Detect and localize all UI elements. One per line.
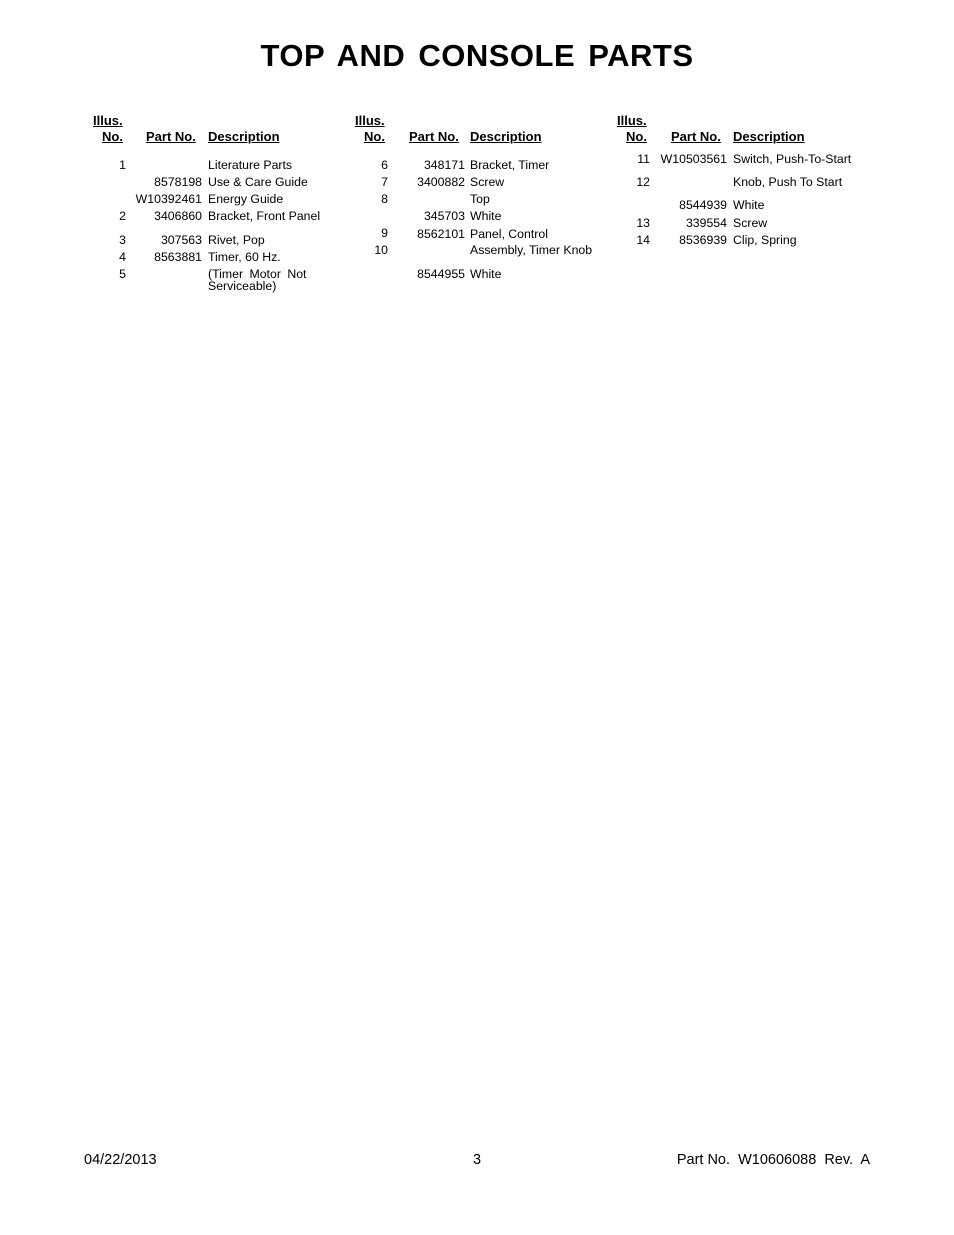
- part-description: Bracket, Timer: [470, 158, 550, 172]
- part-description: White: [470, 209, 502, 223]
- part-description: Rivet, Pop: [208, 233, 265, 247]
- footer-date: 04/22/2013: [84, 1152, 157, 1168]
- parts-column-2: [350, 113, 650, 313]
- illus-number: 1: [119, 158, 126, 172]
- part-number: 8563881: [154, 250, 202, 264]
- part-description: Assembly, Timer Knob: [470, 243, 593, 257]
- part-number: 339554: [685, 216, 727, 230]
- part-description: Top: [470, 192, 490, 206]
- part-number: W10503561: [660, 152, 727, 166]
- footer-part-number: Part No. W10606088 Rev. A: [676, 1152, 870, 1168]
- part-description: Clip, Spring: [733, 233, 797, 247]
- illus-number: 11: [637, 152, 650, 166]
- header-illus-top: Illus.: [355, 113, 385, 128]
- header-illus-top: Illus.: [93, 113, 123, 128]
- part-description: Knob, Push To Start: [733, 175, 843, 189]
- header-part-no: Part No.: [409, 129, 459, 144]
- part-description: Switch, Push-To-Start: [733, 152, 852, 166]
- illus-number: 2: [119, 209, 126, 223]
- part-number: 8544939: [679, 198, 727, 212]
- illus-number: 9: [381, 226, 388, 240]
- footer-page-number: 3: [473, 1152, 482, 1168]
- part-description: Timer, 60 Hz.: [208, 250, 281, 264]
- parts-column-3: [612, 113, 912, 313]
- part-number: 3406860: [154, 209, 202, 223]
- part-description: White: [733, 198, 765, 212]
- part-description: (Timer Motor Not: [208, 267, 307, 281]
- header-description: Description: [208, 129, 280, 144]
- illus-number: 13: [636, 216, 650, 230]
- part-number: 8536939: [679, 233, 727, 247]
- illus-number: 7: [381, 175, 388, 189]
- page-title: TOP AND CONSOLE PARTS: [260, 38, 694, 73]
- header-illus-top: Illus.: [617, 113, 647, 128]
- part-number: W10392461: [135, 192, 202, 206]
- illus-number: 4: [119, 250, 126, 264]
- illus-number: 10: [374, 243, 388, 257]
- part-description: Panel, Control: [470, 227, 548, 241]
- part-number: 348171: [423, 158, 465, 172]
- illus-number: 5: [119, 267, 126, 281]
- illus-number: 3: [119, 233, 126, 247]
- part-description: Energy Guide: [208, 192, 284, 206]
- part-number: 3400882: [417, 175, 465, 189]
- parts-column-1: [88, 113, 388, 313]
- part-number: 8578198: [154, 175, 202, 189]
- illus-number: 14: [636, 233, 650, 247]
- part-number: 8544955: [417, 267, 465, 281]
- part-description-continued: Serviceable): [208, 279, 277, 293]
- part-description: White: [470, 267, 502, 281]
- header-description: Description: [733, 129, 805, 144]
- part-description: Screw: [470, 175, 505, 189]
- header-illus-no: No.: [364, 129, 385, 144]
- illus-number: 12: [636, 175, 650, 189]
- illus-number: 8: [381, 192, 388, 206]
- part-number: 345703: [423, 209, 465, 223]
- illus-number: 6: [381, 158, 388, 172]
- part-number: 8562101: [417, 227, 465, 241]
- header-part-no: Part No.: [671, 129, 721, 144]
- header-description: Description: [470, 129, 542, 144]
- header-illus-no: No.: [102, 129, 123, 144]
- part-description: Bracket, Front Panel: [208, 209, 321, 223]
- part-description: Literature Parts: [208, 158, 293, 172]
- part-number: 307563: [160, 233, 202, 247]
- header-part-no: Part No.: [146, 129, 196, 144]
- header-illus-no: No.: [626, 129, 647, 144]
- part-description: Screw: [733, 216, 768, 230]
- part-description: Use & Care Guide: [208, 175, 308, 189]
